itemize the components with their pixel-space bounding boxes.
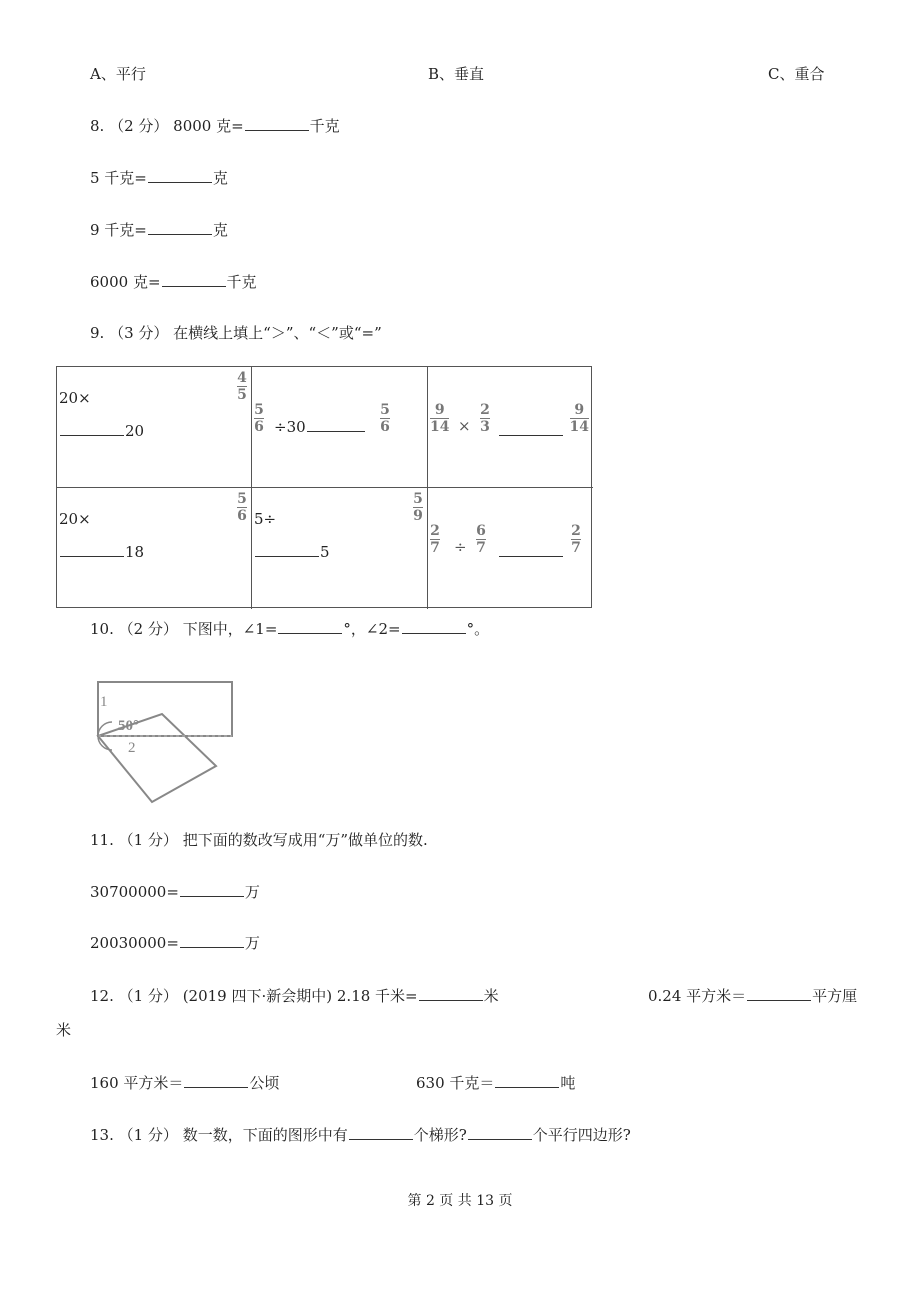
grid-cell-5 xyxy=(252,488,428,609)
q8-text1: 8. （2 分） 8000 克= xyxy=(90,117,244,135)
page-footer: 第 2 页 共 13 页 xyxy=(407,1193,513,1209)
q13-suffix: 个平行四边形? xyxy=(532,1126,631,1144)
grid-cell-6 xyxy=(428,488,593,609)
q11-title: 11. （1 分） 把下面的数改写成用“万”做单位的数. xyxy=(90,831,428,849)
grid-cell-4 xyxy=(57,488,252,609)
q12-unit4: 吨 xyxy=(560,1074,576,1092)
c3-fraction2: 2 3 xyxy=(480,402,490,435)
q8-line1 xyxy=(90,116,340,136)
q8-blank3[interactable] xyxy=(148,220,212,235)
q12-blank3[interactable] xyxy=(184,1073,248,1088)
q13-prefix: 13. （1 分） 数一数，下面的图形中有 xyxy=(90,1126,348,1144)
c4-text: 20× xyxy=(59,510,91,528)
q8-blank2[interactable] xyxy=(148,168,212,183)
c4-blank[interactable] xyxy=(60,542,124,557)
option-c: C、重合 xyxy=(768,65,825,83)
grid-cell-3 xyxy=(428,367,593,488)
fig-label-1: 1 xyxy=(100,694,108,710)
q12-blank4[interactable] xyxy=(495,1073,559,1088)
q12-prefix: 12. （1 分） (2019 四下·新会期中) 2.18 千米= xyxy=(90,987,418,1005)
q12-part4 xyxy=(416,1073,575,1093)
c2-mid: ÷30 xyxy=(274,417,366,436)
q11-blank2[interactable] xyxy=(180,933,244,948)
q13-line xyxy=(90,1125,631,1145)
q10-prefix: 10. （2 分） 下图中，∠1= xyxy=(90,620,278,638)
q10-blank1[interactable] xyxy=(278,619,342,634)
q12-blank2[interactable] xyxy=(747,986,811,1001)
c5-answer-line: 5 xyxy=(254,542,330,561)
q12-text3: 160 平方米＝ xyxy=(90,1074,184,1092)
q10-line xyxy=(90,619,489,639)
q8-text4: 6000 克= xyxy=(90,273,161,291)
c5-text: 5÷ xyxy=(254,510,277,528)
c6-op: ÷ xyxy=(454,538,467,556)
q12-part2 xyxy=(648,986,857,1006)
q8-text2: 5 千克= xyxy=(90,169,147,187)
q11-line2 xyxy=(90,933,260,953)
grid-cell-1 xyxy=(57,367,252,488)
q13-blank1[interactable] xyxy=(349,1125,413,1140)
c1-text: 20× xyxy=(59,389,91,407)
fig-angle-label: 50° xyxy=(118,718,139,734)
q8-text3: 9 千克= xyxy=(90,221,147,239)
c6-blank[interactable] xyxy=(499,542,563,557)
grid-cell-2 xyxy=(252,367,428,488)
c6-fraction1: 2 7 xyxy=(430,523,440,556)
c6-fraction3: 2 7 xyxy=(571,523,581,556)
c2-fraction1: 5 6 xyxy=(254,402,264,435)
c2-blank[interactable] xyxy=(307,417,365,432)
q8-unit4: 千克 xyxy=(226,273,257,291)
q8-line4 xyxy=(90,272,257,292)
folded-paper-figure xyxy=(90,676,250,804)
q12-text2: 0.24 平方米＝ xyxy=(648,987,747,1005)
q11-line1 xyxy=(90,882,260,902)
comparison-grid xyxy=(56,366,592,608)
c3-fraction3: 9 14 xyxy=(569,402,589,435)
q8-unit1: 千克 xyxy=(309,117,340,135)
c3-blank[interactable] xyxy=(499,421,563,436)
q12-part1 xyxy=(90,986,499,1006)
c3-fraction1: 9 14 xyxy=(430,402,450,435)
fig-folded-strip xyxy=(98,714,216,802)
c1-fraction: 4 5 xyxy=(237,370,247,403)
q12-unit2: 平方厘 xyxy=(812,987,858,1005)
q12-part3 xyxy=(90,1073,279,1093)
q12-wrap: 米 xyxy=(56,1021,72,1039)
fig-label-2: 2 xyxy=(128,740,136,756)
option-b: B、垂直 xyxy=(428,65,485,83)
q8-line2 xyxy=(90,168,228,188)
q12-unit3: 公顷 xyxy=(249,1074,280,1092)
q12-unit1: 米 xyxy=(483,987,499,1005)
q11-unit2: 万 xyxy=(244,934,260,952)
q8-blank1[interactable] xyxy=(245,116,309,131)
q12-blank1[interactable] xyxy=(419,986,483,1001)
c6-fraction2: 6 7 xyxy=(476,523,486,556)
option-a: A、平行 xyxy=(90,65,146,83)
q10-blank2[interactable] xyxy=(402,619,466,634)
q10-suffix: °。 xyxy=(466,620,490,638)
c4-fraction: 5 6 xyxy=(237,491,247,524)
q13-blank2[interactable] xyxy=(468,1125,532,1140)
q11-unit1: 万 xyxy=(244,883,260,901)
c1-blank[interactable] xyxy=(60,421,124,436)
q8-unit2: 克 xyxy=(212,169,228,187)
c1-answer-line: 20 xyxy=(59,421,144,440)
c5-blank[interactable] xyxy=(255,542,319,557)
q13-mid: 个梯形? xyxy=(413,1126,467,1144)
c4-answer-line: 18 xyxy=(59,542,144,561)
c2-fraction2: 5 6 xyxy=(380,402,390,435)
q10-mid: °，∠2= xyxy=(343,620,401,638)
c3-op: × xyxy=(458,417,471,435)
q8-line3 xyxy=(90,220,228,240)
c5-fraction: 5 9 xyxy=(413,491,423,524)
q11-text2: 20030000= xyxy=(90,934,179,952)
q8-blank4[interactable] xyxy=(162,272,226,287)
q12-text4: 630 千克＝ xyxy=(416,1074,495,1092)
q11-blank1[interactable] xyxy=(180,882,244,897)
q11-text1: 30700000= xyxy=(90,883,179,901)
q8-unit3: 克 xyxy=(212,221,228,239)
q9-title: 9. （3 分） 在横线上填上“＞”、“＜”或“=” xyxy=(90,324,382,342)
